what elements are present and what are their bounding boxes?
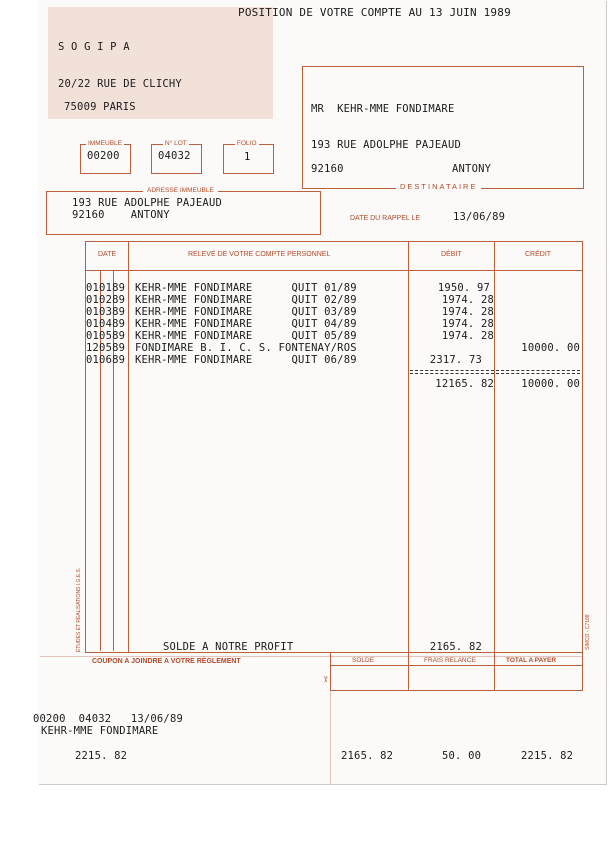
table-row-5-debit: 1974. 28 [441, 330, 494, 342]
coupon-col-frais: FRAIS RELANCE [424, 657, 476, 664]
ref-label-immeuble: IMMEUBLE [88, 140, 122, 147]
table-row-5-date: 010589 [86, 330, 126, 342]
side-text-left: ÉTUDES ET RÉALISATIONS I.G.E.S. [76, 567, 82, 652]
coupon-col-total: TOTAL A PAYER [506, 657, 557, 664]
table-row-3-desc: KEHR-MME FONDIMARE QUIT 03/89 [135, 306, 357, 318]
sender-name: S O G I P A [58, 41, 130, 53]
totals-separator-2 [410, 373, 580, 374]
totals-separator [410, 370, 580, 371]
ref-label-lot: N° LOT [165, 140, 187, 147]
table-row-6-credit: 10000. 00 [521, 342, 580, 354]
table-row-4-debit: 1974. 28 [441, 318, 494, 330]
table-row-1-desc: KEHR-MME FONDIMARE QUIT 01/89 [135, 282, 357, 294]
property-address-line1: 193 RUE ADOLPHE PAJEAUD [72, 197, 222, 209]
table-row-7-date: 010689 [86, 354, 126, 366]
coupon-reference-line: 00200 04032 13/06/89 [33, 713, 183, 725]
reminder-date-label: DATE DU RAPPEL LE [350, 215, 421, 222]
coupon-header-rule [330, 665, 582, 666]
table-row-6-desc: FONDIMARE B. I. C. S. FONTENAY/ROS [135, 342, 357, 354]
scissors-icon: ✂ [318, 676, 332, 683]
property-address-line2: 92160 ANTONY [72, 209, 170, 221]
sender-address-line2: 75009 PARIS [64, 101, 136, 113]
table-row-2-desc: KEHR-MME FONDIMARE QUIT 02/89 [135, 294, 357, 306]
ref-value-folio: 1 [244, 151, 251, 163]
ref-value-immeuble: 00200 [87, 150, 120, 162]
coupon-name: KEHR-MME FONDIMARE [41, 725, 159, 737]
table-row-4-desc: KEHR-MME FONDIMARE QUIT 04/89 [135, 318, 357, 330]
recipient-street: 193 RUE ADOLPHE PAJEAUD [311, 139, 461, 151]
table-row-1-date: 010189 [86, 282, 126, 294]
recipient-box [302, 66, 584, 189]
coupon-col-solde: SOLDE [352, 657, 375, 664]
ref-label-folio: FOLIO [237, 140, 257, 147]
coupon-frais-value: 50. 00 [442, 750, 482, 762]
table-row-1-debit: 1950. 97 [437, 282, 490, 294]
total-debit: 12165. 82 [435, 378, 494, 390]
recipient-postcode: 92160 [311, 163, 344, 175]
col-rule-date [128, 241, 129, 652]
coupon-label: COUPON A JOINDRE A VOTRE RÈGLEMENT [92, 658, 241, 665]
col-header-releve: RELEVÉ DE VOTRE COMPTE PERSONNEL [188, 251, 331, 258]
statement-title: POSITION DE VOTRE COMPTE AU 13 JUIN 1989 [238, 6, 511, 19]
table-row-5-desc: KEHR-MME FONDIMARE QUIT 05/89 [135, 330, 357, 342]
coupon-solde-value: 2165. 82 [341, 750, 394, 762]
sender-address-line1: 20/22 RUE DE CLICHY [58, 78, 182, 90]
reminder-date-value: 13/06/89 [453, 211, 506, 223]
col-rule-credit [494, 241, 495, 690]
table-row-2-date: 010289 [86, 294, 126, 306]
property-address-label: ADRESSE IMMEUBLE [143, 187, 218, 194]
coupon-cut-line [330, 689, 331, 784]
table-row-4-date: 010489 [86, 318, 126, 330]
table-row-7-desc: KEHR-MME FONDIMARE QUIT 06/89 [135, 354, 357, 366]
side-text-right: SIMCO - C7188 [585, 614, 591, 650]
col-header-date: DATE [98, 251, 117, 258]
total-credit: 10000. 00 [521, 378, 580, 390]
table-row-2-debit: 1974. 28 [441, 294, 494, 306]
coupon-amount-left: 2215. 82 [75, 750, 128, 762]
table-row-6-date: 120589 [86, 342, 126, 354]
coupon-total-value: 2215. 82 [521, 750, 574, 762]
balance-label: SOLDE A NOTRE PROFIT [163, 641, 294, 653]
col-header-credit: CRÉDIT [525, 251, 552, 258]
recipient-label: DESTINATAIRE [396, 182, 481, 191]
recipient-city: ANTONY [452, 163, 492, 175]
table-row-7-debit: 2317. 73 [429, 354, 482, 366]
col-header-debit: DÉBIT [441, 251, 462, 258]
recipient-name: MR KEHR-MME FONDIMARE [311, 103, 455, 115]
balance-value: 2165. 82 [429, 641, 482, 653]
table-row-3-date: 010389 [86, 306, 126, 318]
col-rule-debit [408, 241, 409, 690]
ref-value-lot: 04032 [158, 150, 191, 162]
table-row-3-debit: 1974. 28 [441, 306, 494, 318]
table-header-rule [85, 270, 582, 271]
